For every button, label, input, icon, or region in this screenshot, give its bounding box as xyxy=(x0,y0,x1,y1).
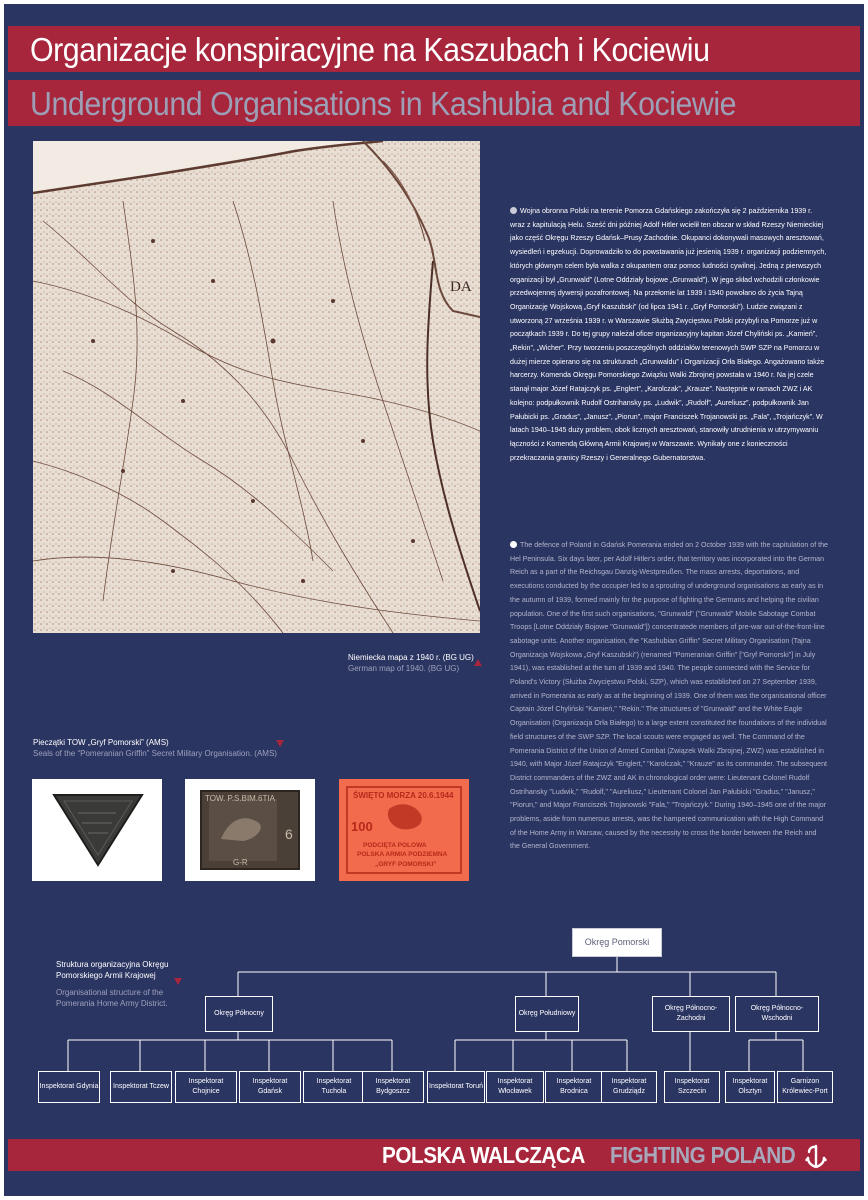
footer-title-en: FIGHTING POLAND xyxy=(610,1142,796,1168)
org-unit-box: Inspektorat Szczecin xyxy=(664,1071,720,1103)
seal3-line2: POLSKA ARMIA PODZIEMNA xyxy=(357,851,448,858)
org-unit-box: Inspektorat Toruń xyxy=(427,1071,485,1103)
org-district-box: Okręg Północno-Zachodni xyxy=(652,996,730,1032)
org-district-box: Okręg Północno-Wschodni xyxy=(735,996,819,1032)
seal3-line1: PODCIĘTA POLOWA xyxy=(363,842,427,849)
org-unit-box: Inspektorat Bydgoszcz xyxy=(362,1071,424,1103)
footer-title-pl: POLSKA WALCZĄCA xyxy=(382,1142,585,1168)
seal2-bottom-text: G-R xyxy=(233,858,248,867)
org-chart-caption-en: Organisational structure of the Pomerania Home Army District. xyxy=(56,988,168,1008)
org-unit-box: Inspektorat Olsztyn xyxy=(725,1071,775,1103)
seal2-number: 6 xyxy=(285,826,293,842)
seal3-header: ŚWIĘTO MORZA 20.6.1944 xyxy=(353,791,454,800)
seals-caption-pl: Pieczątki TOW „Gryf Pomorski” (AMS) xyxy=(33,738,169,747)
body-text-pl-content: Wojna obronna Polski na terenie Pomorza Gdańskiego zakończyła się 2 października 1939 r. wraz z kapitulacją Helu. Sześć dni później Adolf Hitler wcielił ten obszar w skład Rzeszy Niemieckiej jako część Okręgu Rzeszy Gdańsk–Prusy Zachodnie. Okupanci dokonywali masowych aresztowań, wysiedleń i egzekucji. Doprowadziło to do powstawania już jesienią 1939 r. organizacji podziemnych, których głównym celem była walka z okupantem oraz pomoc ludności cywilnej. Jedną z pierwszych organizacji był „Grunwald” (Lotne Oddziały bojowe „Grunwald”). W jego skład wchodzili członkowie przedwojennej dywersji pozafrontowej. Na przełomie lat 1939 i 1940 powołano do życia Tajną Organizację Wojskową „Gryf Kaszubski” (od lipca 1941 r. „Gryf Pomorski”). Ludzie związani z utworzoną 27 września 1939 r. w Warszawie Służbą Zwycięstwu Polski przybyli na Pomorze już w początkach 1939 r. Do tej grupy należał oficer organizacyjny kapitan Józef Chyliński ps. „Kamień”, „Rekin”, „Wicher”. Przy tworzeniu poszczególnych oddziałów terenowych SWP SZP na Pomorzu w dużej mierze opierano się na strukturach „Grunwaldu” i Organizacji Orła Białego. Angażowano także harcerzy. Komenda Okręgu Pomorskiego Związku Walki Zbrojnej powstała w 1940 r. Na jej czele stanął major Józef Ratajczyk ps. „Englert”, „Karolczak”, „Krauze”. Następnie w ramach ZWZ i AK kolejno: podpułkownik Rudolf Ostrihansky ps. „Ludwik”, „Rudolf”, „Aureliusz”, podpułkownik Jan Pałubicki ps. „Gradus”, „Janusz”, „Piorun”, major Franciszek Trojanowski ps. „Fala”, „Trojańczyk”. W latach 1940–1945 duży problem, obok licznych aresztowań, stanowiły utrudnienia w utrzymywaniu łączności z Komendą Główną Armii Krajowej w Warszawie. Wynikały one z konieczności przekraczania granicy Rzeszy i Generalnego Gubernatorstwa. xyxy=(510,207,827,462)
org-unit-box: Inspektorat Gdynia xyxy=(38,1071,100,1103)
seal3-line3: „GRYF POMORSKI” xyxy=(375,861,437,868)
org-district-box: Okręg Północny xyxy=(205,996,273,1032)
map-caption-en: German map of 1940. (BG UG) xyxy=(348,664,460,673)
org-root-box: Okręg Pomorski xyxy=(572,928,662,957)
page-title-pl: Organizacje konspiracyjne na Kaszubach i Kociewiu xyxy=(30,31,710,68)
kotwica-anchor-icon xyxy=(805,1143,827,1169)
org-unit-box: Inspektorat Tuchola xyxy=(303,1071,365,1103)
org-unit-box: Inspektorat Grudziądz xyxy=(601,1071,657,1103)
org-chart-caption-pl: Struktura organizacyjna Okręgu Pomorskiego Armii Krajowej xyxy=(56,960,169,980)
org-unit-box: Inspektorat Tczew xyxy=(110,1071,172,1103)
org-unit-box: Garnizon Królewiec-Port xyxy=(777,1071,833,1103)
page-title-en: Underground Organisations in Kashubia and Kociewie xyxy=(30,85,737,122)
org-unit-box: Inspektorat Brodnica xyxy=(545,1071,603,1103)
seal3-value: 100 xyxy=(351,819,373,834)
org-unit-box: Inspektorat Chojnice xyxy=(175,1071,237,1103)
map-caption-pl: Niemiecka mapa z 1940 r. (BG UG) xyxy=(348,653,474,662)
org-district-box: Okręg Południowy xyxy=(515,996,579,1032)
body-text-en-content: The defence of Poland in Gdańsk Pomerania ended on 2 October 1939 with the capitulation of the Hel Peninsula. Six days later, per Adolf Hitler's order, that territory was incorporated into the German Reich as a part of the Reichsgau Danzig-Westpreußen. The mass arrests, deportations, and executions conducted by the occupier led to a sprouting of underground organisations as early as in the autumn of 1939, formed mainly for the purpose of fighting the Germans and helping the civilian population. One of the first such organisations, "Grunwald" ("Grunwald" Mobile Sabotage Combat Troops [Lotne Oddziały Bojowe "Grunwald"]) concentratede members of pre-war out-of-the-front-line sabotage units. Another organisation, the "Kashubian Griffin" Secret Military Organisation (Tajna Organizacja Wojskowa „Gryf Kaszubski") (renamed "Pomeranian Griffin" ["Gryf Pomorski"] in July 1941), was established at the turn of 1939 and 1940. The people connected with the Service for Poland's Victory (Służba Zwycięstwu Polski, SZP), which was established on 27 September 1939, arrived in Pomerania as early as at the beginning of 1939. One of them was the organisational officer Captain Józef Chyliński "Kamień," "Rekin." The structures of "Grunwald" and the White Eagle Organisation (Organizacja Orła Białego) to a large extent constituted the foundations of the individual field structures of the SWP SZP. The local scouts were engaged as well. The Command of the Pomerania District of the Union of Armed Combat (Związek Walki Zbrojnej, ZWZ) was established in 1940, with Major Józef Ratajczyk "Englert," "Karolczak," "Krauze" as its commander. The subsequent District commanders of the ZWZ and AK in chronological order were: Lieutenant Colonel Rudolf Ostrihansky "Ludwik," "Rudolf," "Aureliusz," Lieutenant Colonel Jan Pałubicki "Gradus," "Janusz," "Piorun," and Major Franciszek Trojanowski "Fala," "Trojańczyk." During 1940–1945 one of the major problems, aside from numerous arrests, was the hampered communication with the High Command of the Home Army in Warsaw, caused by the necessity to cross the border between the Reich and the General Government. xyxy=(510,541,828,851)
seal2-top-text: TOW. P.S.BIM.6TIA xyxy=(205,794,275,803)
map-label: DA xyxy=(450,279,472,295)
org-unit-box: Inspektorat Gdańsk xyxy=(239,1071,301,1103)
org-unit-box: Inspektorat Włocławek xyxy=(486,1071,544,1103)
seals-caption-en: Seals of the “Pomeranian Griffin” Secret Military Organisation. (AMS) xyxy=(33,749,277,758)
